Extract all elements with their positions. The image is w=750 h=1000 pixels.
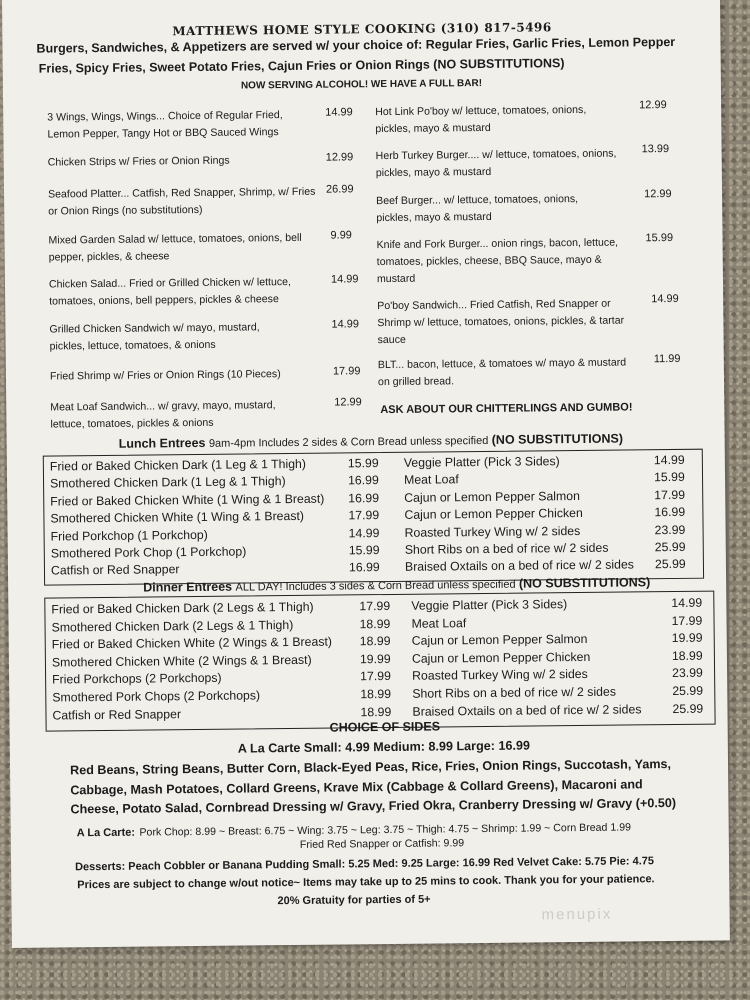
dinner-left-item-name: Smothered Pork Chops (2 Porkchops)	[52, 688, 261, 705]
item-price: 12.99	[325, 151, 354, 164]
dinner-left-item-name: Catfish or Red Snapper	[52, 706, 182, 723]
item-price: 11.99	[653, 352, 681, 366]
menu-item	[49, 274, 323, 311]
menu-item	[376, 146, 621, 183]
lunch-right-item-price: 14.99	[653, 452, 685, 468]
sides-title: CHOICE OF SIDES	[329, 719, 441, 735]
dinner-left-item-name: Smothered Chicken White (2 Wings & 1 Breast)	[51, 652, 312, 670]
item-name: Meat Loaf Sandwich... w/ gravy, mayo, mustard, lettuce, tomatoes, pickles & onions	[50, 399, 276, 431]
dinner-left-item-price: 17.99	[359, 598, 391, 614]
lunch-header	[119, 432, 623, 451]
dinner-left-item-price: 18.99	[360, 704, 392, 719]
dinner-left-item-name: Smothered Chicken Dark (2 Legs & 1 Thigh)	[51, 617, 294, 635]
item-name: Chicken Strips w/ Fries or Onion Rings	[47, 154, 230, 169]
item-price: 26.99	[325, 183, 354, 196]
item-price: 14.99	[331, 318, 360, 331]
lunch-hours: 9am-4pm Includes 2 sides & Corn Bread unless specified	[208, 434, 489, 450]
item-price: 14.99	[651, 292, 679, 306]
item-name: Mixed Garden Salad w/ lettuce, tomatoes, onions, bell pepper, pickles, & cheese	[48, 231, 302, 264]
item-price: 12.99	[644, 187, 672, 201]
sides-sizes: A La Carte Small: 4.99 Medium: 8.99 Large: 16.99	[237, 738, 531, 756]
dinner-right-item-price: 25.99	[672, 701, 704, 716]
menu-paper	[2, 0, 730, 948]
alacarte-prices: Pork Chop: 8.99 ~ Breast: 6.75 ~ Wing: 3.75 ~ Leg: 3.75 ~ Thigh: 4.75 ~ Shrimp: 1.99 ~ Corn Bread 1.99	[139, 821, 632, 839]
lunch-right-item-price: 25.99	[654, 557, 686, 572]
sides-list-line-2: Cabbage, Mash Potatoes, Collard Greens, Krave Mix (Cabbage & Collard Greens), Macaroni and	[70, 777, 643, 798]
lunch-left-item-name: Fried or Baked Chicken Dark (1 Leg & 1 Thigh)	[49, 456, 307, 474]
dinner-left-item-price: 18.99	[360, 686, 392, 702]
item-name: Knife and Fork Burger... onion rings, bacon, lettuce, tomatoes, pickles, cheese, BBQ Sauce, mayo & mustard	[376, 236, 619, 286]
lunch-right-item-name: Veggie Platter (Pick 3 Sides)	[403, 454, 560, 470]
sides-list-line-1: Red Beans, String Beans, Butter Corn, Black-Eyed Peas, Rice, Fries, Onion Rings, Succotash, Yams,	[69, 757, 672, 778]
item-name: Fried Shrimp w/ Fries or Onion Rings (10 Pieces)	[49, 368, 281, 383]
dinner-left-item-price: 18.99	[359, 616, 391, 631]
lunch-right-item-price: 15.99	[653, 470, 685, 485]
lunch-right-item-name: Meat Loaf	[403, 472, 459, 488]
lunch-left-item-name: Catfish or Red Snapper	[50, 562, 180, 578]
lunch-right-item-price: 25.99	[654, 539, 686, 555]
menu-item	[50, 366, 330, 386]
lunch-right-item-name: Cajun or Lemon Pepper Chicken	[404, 506, 583, 523]
restaurant-title: MATTHEWS HOME STYLE COOKING (310) 817-5496	[172, 20, 552, 39]
dinner-right-item-price: 17.99	[671, 613, 703, 628]
dinner-hours: ALL DAY! Includes 3 sides & Corn Bread unless specified	[235, 578, 516, 594]
dinner-left-item-price: 19.99	[359, 651, 391, 667]
dinner-left-item-name: Fried or Baked Chicken Dark (2 Legs & 1 Thigh)	[51, 599, 314, 617]
lunch-left-item-name: Fried Porkchop (1 Porkchop)	[50, 527, 208, 544]
lunch-left-item-price: 14.99	[348, 525, 380, 540]
lunch-right-item-price: 16.99	[654, 505, 686, 520]
dinner-right-item-name: Cajun or Lemon Pepper Chicken	[411, 649, 591, 666]
dinner-right-item-name: Roasted Turkey Wing w/ 2 sides	[412, 667, 588, 684]
desserts-line: Desserts: Peach Cobbler or Banana Pudding Small: 5.25 Med: 9.25 Large: 16.99 Red Velvet Cake: 5.75 Pie: 4.75	[75, 855, 655, 874]
sides-list-line-3: Cheese, Potato Salad, Cornbread Dressing w/ Gravy, Fried Okra, Cranberry Dressing w/ Gravy (+0.50)	[70, 795, 677, 817]
alcohol-notice: NOW SERVING ALCOHOL! WE HAVE A FULL BAR!	[240, 77, 483, 92]
menu-item	[48, 152, 308, 172]
fries-choice-line-2: Fries, Spicy Fries, Sweet Potato Fries, Cajun Fries or Onion Rings (NO SUBSTITUTIONS)	[38, 56, 565, 76]
menu-item	[376, 191, 616, 228]
lunch-left-item-price: 16.99	[348, 490, 380, 506]
menu-item	[375, 102, 615, 139]
dinner-left-item-name: Fried or Baked Chicken White (2 Wings & 1 Breast)	[51, 634, 333, 652]
lunch-left-item-price: 16.99	[347, 473, 379, 488]
dinner-right-item-price: 18.99	[671, 648, 703, 663]
alacarte-label: A La Carte:	[76, 826, 136, 840]
lunch-left-item-name: Smothered Chicken White (1 Wing & 1 Breast)	[50, 509, 305, 526]
dinner-title: Dinner Entrees	[143, 579, 233, 595]
item-price: 9.99	[330, 229, 352, 242]
dinner-right-item-price: 23.99	[672, 666, 703, 681]
menu-item	[50, 397, 310, 434]
menu-item	[48, 184, 318, 221]
item-name: Beef Burger... w/ lettuce, tomatoes, onions, pickles, mayo & mustard	[376, 192, 579, 225]
menu-item	[377, 295, 634, 349]
item-name: Po'boy Sandwich... Fried Catfish, Red Snapper or Shrimp w/ lettuce, tomatoes, onions, pickles, & tartar sauce	[377, 297, 625, 347]
dinner-right-item-price: 14.99	[671, 595, 703, 611]
dinner-right-item-name: Short Ribs on a bed of rice w/ 2 sides	[412, 684, 617, 701]
dinner-right-item-name: Braised Oxtails on a bed of rice w/ 2 sides	[412, 701, 642, 719]
item-name: 3 Wings, Wings, Wings... Choice of Regular Fried, Lemon Pepper, Tangy Hot or BBQ Sauced Wings	[47, 109, 283, 141]
lunch-left-item-price: 15.99	[348, 543, 380, 558]
dinner-no-substitutions: (NO SUBSTITUTIONS)	[518, 575, 651, 591]
alacarte-line-2: Fried Red Snapper or Catfish: 9.99	[299, 837, 465, 851]
dinner-right-item-name: Meat Loaf	[411, 615, 467, 631]
item-name: BLT... bacon, lettuce, & tomatoes w/ mayo & mustard on grilled bread.	[377, 356, 627, 389]
dinner-box	[44, 591, 715, 735]
lunch-right-item-price: 17.99	[654, 487, 686, 502]
lunch-right-item-name: Roasted Turkey Wing w/ 2 sides	[404, 523, 581, 540]
ask-about-note: ASK ABOUT OUR CHITTERLINGS AND GUMBO!	[380, 401, 633, 417]
menu-item	[378, 354, 628, 391]
lunch-right-item-name: Braised Oxtails on a bed of rice w/ 2 sides	[404, 557, 635, 575]
item-price: 15.99	[645, 231, 674, 245]
lunch-title: Lunch Entrees	[118, 435, 206, 451]
menu-item	[49, 319, 294, 356]
item-name: Hot Link Po'boy w/ lettuce, tomatoes, onions, pickles, mayo & mustard	[375, 103, 587, 136]
gratuity-notice: 20% Gratuity for parties of 5+	[277, 893, 431, 908]
item-name: Grilled Chicken Sandwich w/ mayo, mustard, pickles, lettuce, tomatoes, & onions	[49, 321, 260, 353]
menu-item	[47, 107, 287, 144]
dinner-right-item-name: Cajun or Lemon Pepper Salmon	[411, 632, 588, 648]
menu-item	[48, 230, 318, 267]
dinner-left-item-price: 18.99	[359, 634, 391, 649]
lunch-left-item-price: 17.99	[348, 508, 380, 523]
item-price: 12.99	[334, 396, 362, 409]
menu-item	[377, 234, 628, 288]
lunch-right-item-name: Short Ribs on a bed of rice w/ 2 sides	[404, 540, 609, 557]
dinner-left-item-price: 17.99	[360, 669, 391, 684]
lunch-no-substitutions: (NO SUBSTITUTIONS)	[491, 431, 624, 447]
item-name: Seafood Platter... Catfish, Red Snapper, Shrimp, w/ Fries or Onion Rings (no substitutions)	[47, 185, 316, 218]
dinner-right-item-price: 25.99	[672, 683, 704, 699]
lunch-box	[43, 449, 704, 586]
dinner-right-item-price: 19.99	[671, 630, 703, 646]
lunch-left-item-name: Fried or Baked Chicken White (1 Wing & 1 Breast)	[50, 491, 325, 509]
lunch-left-item-name: Smothered Chicken Dark (1 Leg & 1 Thigh)	[49, 474, 286, 491]
lunch-right-item-price: 23.99	[654, 522, 686, 537]
item-name: Chicken Salad... Fried or Grilled Chicken w/ lettuce, tomatoes, onions, bell peppers, pickles & cheese	[48, 275, 292, 308]
fries-choice-line-1: Burgers, Sandwiches, & Appetizers are served w/ your choice of: Regular Fries, Garlic Fries, Lemon Pepper	[36, 34, 676, 56]
lunch-left-item-name: Smothered Pork Chop (1 Porkchop)	[50, 544, 247, 561]
item-price: 17.99	[332, 365, 361, 378]
lunch-left-item-price: 16.99	[348, 560, 380, 575]
lunch-right-item-name: Cajun or Lemon Pepper Salmon	[404, 488, 580, 505]
item-price: 13.99	[641, 143, 670, 156]
dinner-right-item-name: Veggie Platter (Pick 3 Sides)	[411, 597, 568, 613]
item-price: 14.99	[325, 106, 353, 119]
item-name: Herb Turkey Burger.... w/ lettuce, tomatoes, onions, pickles, mayo & mustard	[375, 147, 617, 180]
prices-notice: Prices are subject to change w/out notice~ Items may take up to 25 mins to cook. Thank you for your patience.	[77, 873, 655, 892]
watermark: menupix	[541, 905, 613, 924]
lunch-left-item-price: 15.99	[347, 456, 379, 471]
dinner-left-item-name: Fried Porkchops (2 Porkchops)	[52, 671, 222, 687]
item-price: 14.99	[330, 273, 359, 286]
item-price: 12.99	[639, 99, 667, 112]
